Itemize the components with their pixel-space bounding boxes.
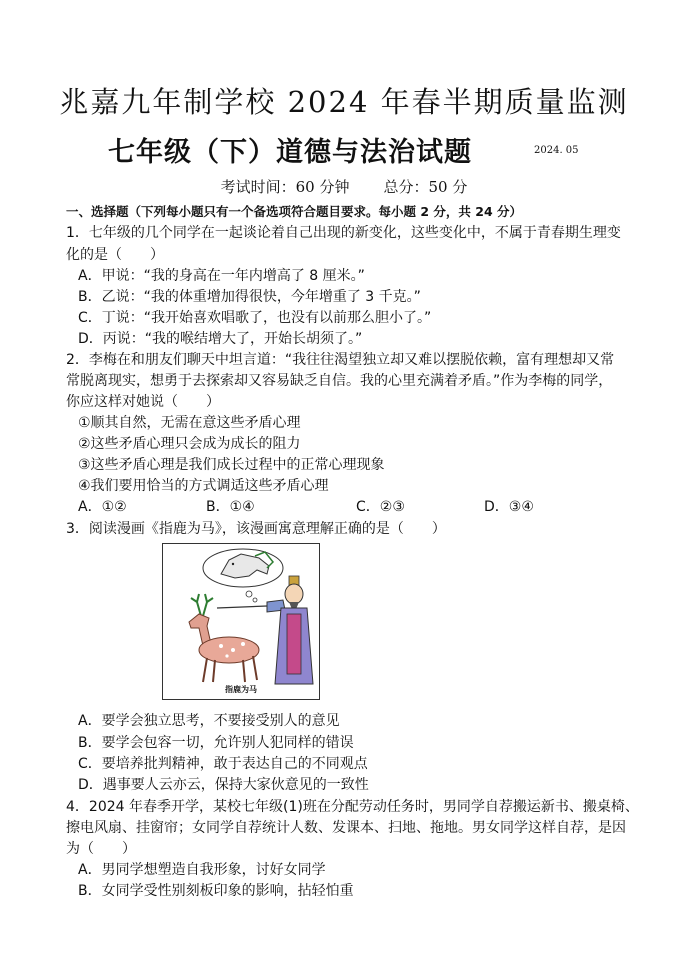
q2-option-c: C．②③ — [356, 499, 405, 515]
cartoon-caption: 指鹿为马 — [225, 684, 257, 694]
q3-option-d: D．遇事要人云亦云，保持大家伙意见的一致性 — [78, 777, 369, 793]
q2-statement-4: ④我们要用恰当的方式调适这些矛盾心理 — [78, 478, 329, 494]
q1-option-a: A．甲说：“我的身高在一年内增高了 8 厘米。” — [78, 268, 365, 284]
q3-stem: 3．阅读漫画《指鹿为马》，该漫画寓意理解正确的是（ ） — [66, 521, 446, 537]
q1-stem-line2: 化的是（ ） — [66, 247, 164, 263]
q1-stem-line1: 1．七年级的几个同学在一起谈论着自己出现的新变化，这些变化中，不属于青春期生理变 — [66, 225, 621, 241]
q2-statement-3: ③这些矛盾心理是我们成长过程中的正常心理现象 — [78, 457, 385, 473]
q4-stem-line2: 擦电风扇、挂窗帘；女同学自荐统计人数、发课本、扫地、拖地。男女同学这样自荐，是因 — [66, 820, 626, 836]
section-title: 一、选择题（下列每小题只有一个备选项符合题目要求。每小题 2 分，共 24 分） — [66, 204, 523, 219]
q3-option-b: B．要学会包容一切，允许别人犯同样的错误 — [78, 735, 354, 751]
q2-statement-2: ②这些矛盾心理只会成为成长的阻力 — [78, 436, 301, 452]
exam-info — [0, 176, 688, 197]
q2-stem-line2: 常脱离现实，想勇于去探索却又容易缺乏自信。我的心里充满着矛盾。”作为李梅的同学， — [66, 373, 613, 389]
q2-option-b: B．①④ — [206, 499, 255, 515]
q4-option-a: A．男同学想塑造自我形象，讨好女同学 — [78, 862, 326, 878]
q3-option-c: C．要培养批判精神，敢于表达自己的不同观点 — [78, 756, 368, 772]
q2-stem-line1: 2．李梅在和朋友们聊天中坦言道：“我往往渴望独立却又难以摆脱依赖，富有理想却又常 — [66, 352, 615, 368]
total-score: 总分：50 分 — [383, 178, 468, 196]
q4-stem-line1: 4．2024 年春季开学，某校七年级(1)班在分配劳动任务时，男同学自荐搬运新书、搬桌椅、 — [66, 799, 639, 815]
q1-option-b: B．乙说：“我的体重增加得很快，今年增重了 3 千克。” — [78, 289, 421, 305]
cartoon-illustration — [163, 544, 319, 699]
q1-option-d: D．丙说：“我的喉结增大了，开始长胡须了。” — [78, 331, 363, 347]
school-title: 兆嘉九年制学校 2024 年春半期质量监测 — [59, 85, 629, 119]
q1-option-c: C．丁说：“我开始喜欢唱歌了，也没有以前那么胆小了。” — [78, 310, 432, 326]
q4-stem-line3: 为（ ） — [66, 841, 136, 857]
q3-option-a: A．要学会独立思考，不要接受别人的意见 — [78, 713, 340, 729]
q2-option-d: D．③④ — [484, 499, 534, 515]
q2-statement-1: ①顺其自然，无需在意这些矛盾心理 — [78, 415, 301, 431]
exam-time: 考试时间：60 分钟 — [220, 178, 350, 196]
q2-stem-line3: 你应这样对她说（ ） — [66, 394, 220, 410]
subject-title: 七年级（下）道德与法治试题 — [108, 137, 472, 168]
cartoon-deer-horse — [162, 543, 320, 700]
q2-option-a: A．①② — [78, 499, 127, 515]
q4-option-b: B．女同学受性别刻板印象的影响，拈轻怕重 — [78, 883, 354, 899]
exam-date: 2024. 05 — [534, 145, 579, 156]
